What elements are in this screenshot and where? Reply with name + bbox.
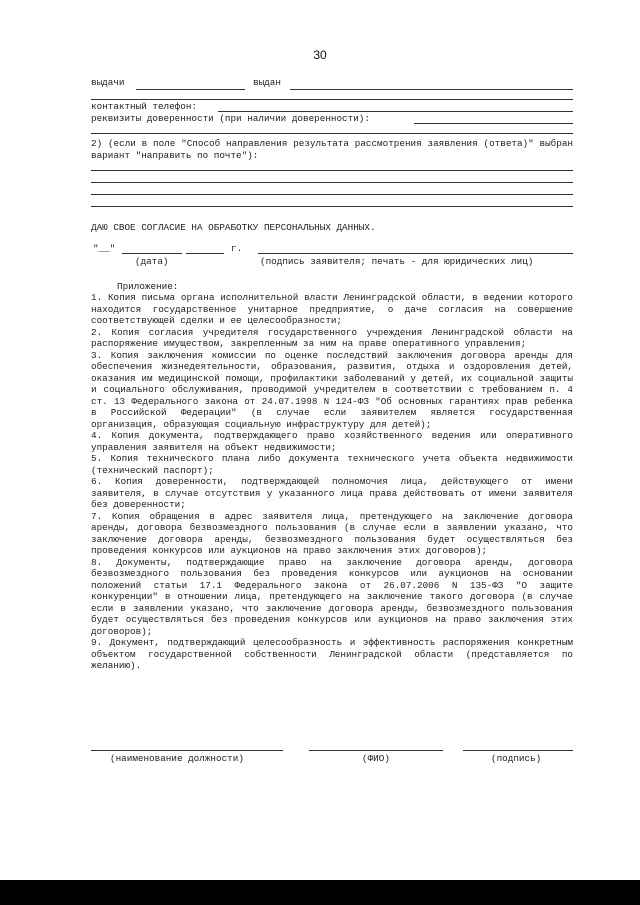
signature-caption: (подпись)	[491, 753, 542, 764]
appendix-title: Приложение:	[117, 281, 179, 292]
signature-field	[463, 750, 573, 751]
footnote-2: 2) (если в поле "Способ направления результата рассмотрения заявления (ответа)" выбран вариант "направить по почте"):	[91, 138, 573, 161]
date-year-field	[186, 253, 224, 254]
appendix-item: 4. Копия документа, подтверждающего право хозяйственного ведения или оперативного управления заявителя на объект недвижимости;	[91, 430, 573, 453]
applicant-signature-field	[258, 253, 573, 254]
appendix-item: 3. Копия заключения комиссии по оценке последствий заключения договора аренды для обеспечения жизнедеятельности, образования, развития, отдыха и оздоровления детей, оказания им медицинской помощи, профилактики заболеваний у детей, их социальной защиты и социального обслуживания, проводимой учредителем в соответствии с требованием п. 4 ст. 13 Федерального закона от 24.07.1998 N 124-ФЗ "Об основных гарантиях прав ребенка в Российской Федерации" (в случае если заявителем является государственная организация, образующая социальную инфраструктуру для детей);	[91, 349, 573, 430]
address-line-1	[91, 170, 573, 171]
name-caption: (ФИО)	[362, 753, 390, 764]
position-caption: (наименование должности)	[110, 753, 244, 764]
address-line-4	[91, 206, 573, 207]
power-of-attorney-field-2	[91, 133, 573, 134]
consent-text: ДАЮ СВОЕ СОГЛАСИЕ НА ОБРАБОТКУ ПЕРСОНАЛЬНЫХ ДАННЫХ.	[91, 222, 376, 233]
applicant-signature-caption: (подпись заявителя; печать - для юридических лиц)	[260, 256, 534, 267]
date-month-field	[122, 253, 182, 254]
power-of-attorney-label: реквизиты доверенности (при наличии доверенности):	[91, 113, 370, 124]
appendix-item: 5. Копия технического плана либо документа технического учета объекта недвижимости (технический паспорт);	[91, 453, 573, 476]
issued-by-field-2	[91, 99, 573, 100]
name-field	[309, 750, 443, 751]
appendix-item: 6. Копия доверенности, подтверждающей полномочия лица, действующего от имени заявителя, в случае отсутствия у указанного лица права действовать от имени заявителя без доверенности;	[91, 476, 573, 510]
appendix-item: 2. Копия согласия учредителя государственного учреждения Ленинградской области на распоряжение имуществом, закрепленным за ним на праве оперативного управления;	[91, 326, 573, 349]
appendix-item: 8. Документы, подтверждающие право на заключение договора аренды, договора безвозмездного пользования без проведения конкурсов или аукционов на основании положений статьи 17.1 Федерального закона от 26.07.2006 N 135-ФЗ "О защите конкуренции" в отношении лица, претендующего на заключение такого договора (в случае если в заявлении указано, что заключение договора аренды, безвозмездного пользования будет осуществляться без проведения конкурсов или аукционов на право заключения этих договоров);	[91, 556, 573, 637]
issue-date-field	[136, 89, 245, 90]
issued-by-field	[290, 89, 573, 90]
appendix-list	[91, 292, 573, 672]
scan-bottom-border	[0, 880, 640, 905]
date-quote: "__"	[93, 243, 116, 254]
address-line-2	[91, 182, 573, 183]
appendix-item: 7. Копия обращения в адрес заявителя лица, претендующего на заключение договора аренды, договора безвозмездного пользования (в случае если в заявлении указано, что заключение договора аренды, безвозмездного пользования будет осуществляться без проведения конкурсов или аукционов на право заключения этих договоров);	[91, 510, 573, 556]
issue-date-label: выдачи	[91, 77, 125, 88]
contact-phone-field	[218, 111, 573, 112]
position-field	[91, 750, 283, 751]
appendix-item: 9. Документ, подтверждающий целесообразность и эффективность распоряжения конкретным объектом государственной собственности Ленинградской области (представляется по желанию).	[91, 637, 573, 671]
date-caption: (дата)	[135, 256, 169, 267]
page-number: 30	[313, 48, 327, 62]
issued-by-label: выдан	[253, 77, 281, 88]
address-line-3	[91, 194, 573, 195]
power-of-attorney-field	[414, 123, 573, 124]
contact-phone-label: контактный телефон:	[91, 101, 198, 112]
appendix-item: 1. Копия письма органа исполнительной власти Ленинградской области, в ведении которого находится государственное унитарное предприятие, о даче согласия на совершение соответствующей сделки и ее целесообразности;	[91, 292, 573, 326]
date-year-suffix: г.	[231, 243, 243, 254]
